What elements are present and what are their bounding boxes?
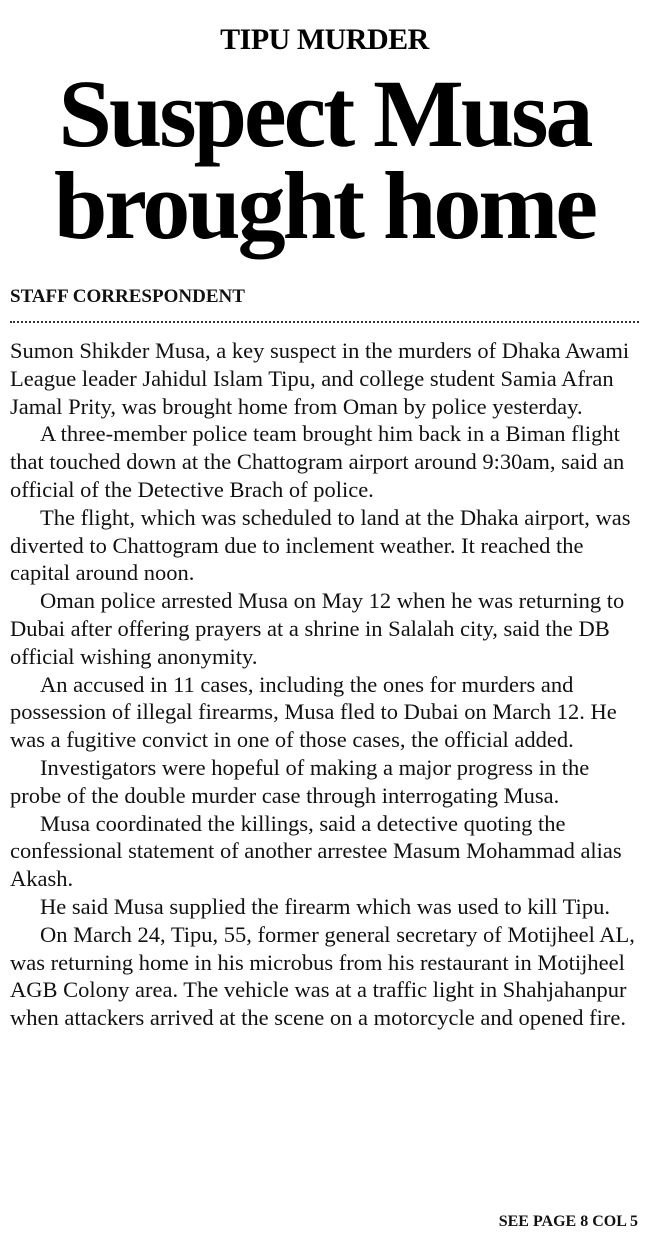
paragraph: He said Musa supplied the firearm which was used to kill Tipu. <box>40 893 610 919</box>
dotted-divider <box>10 321 639 323</box>
headline-line-1: Suspect Musa <box>58 60 591 167</box>
paragraph: On March 24, Tipu, 55, former general secretary of Motijheel AL, was returning home in his microbus from his restaurant in Motijheel AGB Colony area. The vehicle was at a traffic light in Shahjahanpur when attackers arrived at the scene on a motorcycle and opened fire. <box>10 921 635 1031</box>
continuation-jump-line: SEE PAGE 8 COL 5 <box>498 1213 638 1230</box>
article-body <box>10 337 639 1032</box>
paragraph: The flight, which was scheduled to land at the Dhaka airport, was diverted to Chattogram due to inclement weather. It reached the capital around noon. <box>10 504 631 586</box>
headline-line-2: brought home <box>54 152 595 259</box>
byline: STAFF CORRESPONDENT <box>10 286 245 307</box>
headline <box>0 60 649 259</box>
paragraph: Musa coordinated the killings, said a detective quoting the confessional statement of another arrestee Masum Mohammad alias Akash. <box>10 810 622 892</box>
paragraph: Investigators were hopeful of making a major progress in the probe of the double murder case through interrogating Musa. <box>10 754 590 808</box>
paragraph: Oman police arrested Musa on May 12 when he was returning to Dubai after offering prayers at a shrine in Salalah city, said the DB official wishing anonymity. <box>10 588 625 669</box>
paragraph: An accused in 11 cases, including the ones for murders and possession of illegal firearms, Musa fled to Dubai on March 12. He was a fugitive convict in one of those cases, the official added. <box>10 671 617 753</box>
paragraph: Sumon Shikder Musa, a key suspect in the murders of Dhaka Awami League leader Jahidul Islam Tipu, and college student Samia Afran Jamal Prity, was brought home from Oman by police yesterday. <box>10 338 630 419</box>
paragraph: A three-member police team brought him back in a Biman flight that touched down at the Chattogram airport around 9:30am, said an official of the Detective Brach of police. <box>10 421 625 502</box>
kicker: TIPU MURDER <box>220 23 429 56</box>
